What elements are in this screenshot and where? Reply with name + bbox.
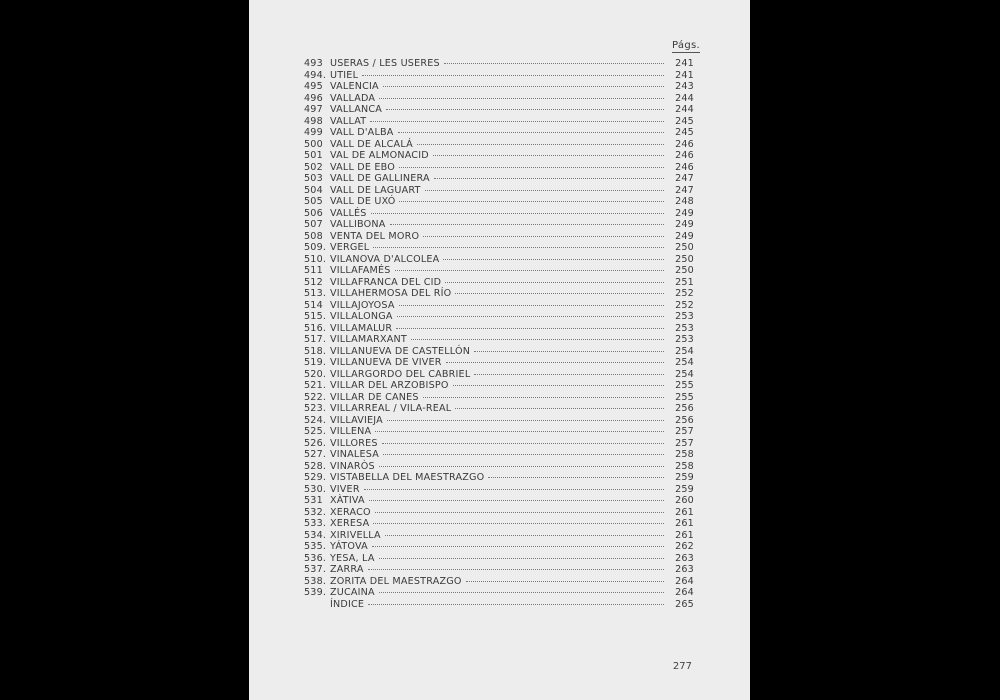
toc-entry: [304, 265, 694, 277]
entry-page: 247: [675, 173, 694, 184]
dot-leader: [390, 224, 664, 225]
entry-title: VILLAFAMÉS: [330, 265, 391, 276]
toc-entry: [304, 311, 694, 323]
entry-number: 536.: [304, 552, 327, 564]
entry-title: VILLAR DEL ARZOBISPO: [330, 380, 449, 391]
entry-page: 264: [675, 587, 694, 598]
entry-title: XERESA: [330, 518, 370, 529]
entry-page: 252: [675, 288, 694, 299]
dot-leader: [368, 569, 664, 570]
entry-number: 538.: [304, 575, 327, 587]
dot-leader: [379, 592, 664, 593]
entry-title: ZORITA DEL MAESTRAZGO: [330, 575, 462, 587]
toc-entry: [304, 426, 694, 438]
dot-leader: [372, 546, 664, 547]
toc-entry: [304, 127, 694, 139]
dot-leader: [364, 489, 664, 490]
entry-page: 263: [675, 552, 694, 564]
dot-leader: [375, 431, 664, 432]
entry-page: 246: [675, 150, 694, 161]
toc-entry: [304, 93, 694, 105]
entry-number: 511: [304, 265, 323, 276]
entry-number: 505: [304, 196, 323, 207]
entry-page: 259: [675, 472, 694, 483]
entry-title: VILLAJOYOSA: [330, 299, 395, 311]
entry-number: 513.: [304, 288, 327, 299]
entry-page: 265: [675, 598, 694, 610]
toc-entry: [304, 518, 694, 530]
entry-title: VILLAFRANCA DEL CID: [330, 276, 442, 288]
toc-entry: [304, 576, 694, 588]
entry-title: ZUCAINA: [330, 587, 375, 598]
entry-page: 256: [675, 414, 694, 426]
dot-leader: [383, 86, 664, 87]
entry-title: YÁTOVA: [330, 541, 368, 552]
entry-title: XÀTIVA: [330, 495, 365, 506]
entry-page: 262: [675, 541, 694, 552]
entry-title: YESA, LA: [330, 552, 375, 564]
entry-page: 249: [675, 219, 694, 230]
entry-title: UTIEL: [330, 69, 359, 81]
entry-title: VALL DE EBO: [330, 161, 395, 173]
entry-page: 246: [675, 138, 694, 150]
entry-page: 259: [675, 483, 694, 495]
toc-entry: [304, 449, 694, 461]
toc-entry: [304, 438, 694, 450]
toc-entry: [304, 185, 694, 197]
entry-number: 526.: [304, 437, 327, 449]
entry-number: 530.: [304, 483, 327, 495]
toc-entry: [304, 70, 694, 82]
entry-title: VILLAVIEJA: [330, 414, 383, 426]
table-of-contents: [304, 58, 694, 610]
dot-leader: [453, 385, 664, 386]
entry-page: 261: [675, 518, 694, 529]
entry-number: 534.: [304, 529, 327, 541]
dot-leader: [379, 98, 664, 99]
dot-leader: [444, 63, 664, 64]
toc-entry: [304, 495, 694, 507]
entry-title: VIVER: [330, 483, 360, 495]
toc-entry: [304, 346, 694, 358]
dot-leader: [488, 477, 664, 478]
dot-leader: [373, 247, 664, 248]
dot-leader: [373, 523, 664, 524]
dot-leader: [370, 121, 664, 122]
toc-entry: [304, 587, 694, 599]
book-page: [249, 0, 750, 700]
entry-page: 243: [675, 81, 694, 92]
entry-number: 495: [304, 81, 323, 92]
entry-number: 506: [304, 207, 323, 219]
entry-title: VILLAHERMOSA DEL RÍO: [330, 288, 452, 299]
toc-entry: [304, 277, 694, 289]
entry-number: 515.: [304, 311, 327, 322]
entry-number: 504: [304, 184, 323, 196]
toc-entry: [304, 472, 694, 484]
entry-number: 532.: [304, 506, 327, 518]
entry-page: 249: [675, 230, 694, 242]
entry-number: 525.: [304, 426, 327, 437]
dot-leader: [368, 604, 664, 605]
entry-title: VALL DE GALLINERA: [330, 173, 430, 184]
entry-title: VILLORES: [330, 437, 378, 449]
toc-entry: [304, 564, 694, 576]
entry-number: 533.: [304, 518, 327, 529]
entry-number: 535.: [304, 541, 327, 552]
toc-entry: [304, 196, 694, 208]
entry-number: 497: [304, 104, 323, 115]
entry-number: 529.: [304, 472, 327, 483]
toc-entry: [304, 484, 694, 496]
dot-leader: [474, 351, 664, 352]
entry-page: 252: [675, 299, 694, 311]
entry-title: VILLALONGA: [330, 311, 393, 322]
entry-number: 514: [304, 299, 323, 311]
entry-page: 244: [675, 92, 694, 104]
entry-page: 247: [675, 184, 694, 196]
pages-column-header: Págs.: [672, 40, 700, 51]
entry-title: XERACO: [330, 506, 371, 518]
toc-entry: [304, 162, 694, 174]
dot-leader: [371, 213, 664, 214]
entry-title: VILLAR DE CANES: [330, 391, 419, 403]
entry-title: VALENCIA: [330, 81, 379, 92]
dot-leader: [455, 293, 664, 294]
toc-entry: [304, 357, 694, 369]
entry-page: 244: [675, 104, 694, 115]
entry-title: VILLAMARXANT: [330, 334, 407, 345]
entry-number: 508: [304, 230, 323, 242]
dot-leader: [474, 374, 664, 375]
entry-number: 493: [304, 58, 323, 69]
entry-title: VALLIBONA: [330, 219, 386, 230]
dot-leader: [445, 282, 664, 283]
toc-entry: [304, 288, 694, 300]
entry-title: VINALESA: [330, 449, 379, 460]
dot-leader: [433, 155, 664, 156]
dot-leader: [385, 535, 664, 536]
entry-number: 528.: [304, 460, 327, 472]
toc-entry: [304, 231, 694, 243]
toc-entry: [304, 150, 694, 162]
entry-number: 499: [304, 127, 323, 138]
toc-entry: [304, 300, 694, 312]
entry-page: 245: [675, 115, 694, 127]
entry-title: VILLAMALUR: [330, 322, 393, 334]
entry-page: 248: [675, 196, 694, 207]
entry-title: VALL D'ALBA: [330, 127, 394, 138]
page-number: 277: [672, 661, 692, 672]
dot-leader: [399, 305, 664, 306]
dot-leader: [443, 259, 664, 260]
entry-number: 517.: [304, 334, 327, 345]
toc-entry: [304, 334, 694, 346]
dot-leader: [398, 132, 664, 133]
toc-entry: [304, 461, 694, 473]
entry-number: 512: [304, 276, 323, 288]
entry-title: VALLÉS: [330, 207, 367, 219]
dot-leader: [455, 408, 664, 409]
entry-page: 241: [675, 58, 694, 69]
entry-page: 258: [675, 460, 694, 472]
entry-number: 501: [304, 150, 323, 161]
entry-title: VILLANUEVA DE CASTELLÓN: [330, 345, 471, 357]
entry-page: 258: [675, 449, 694, 460]
entry-page: 253: [675, 322, 694, 334]
dot-leader: [434, 178, 664, 179]
entry-title: VILLENA: [330, 426, 372, 437]
entry-page: 257: [675, 437, 694, 449]
toc-entry: [304, 81, 694, 93]
entry-page: 264: [675, 575, 694, 587]
entry-number: 507: [304, 219, 323, 230]
entry-title: ÍNDICE: [330, 598, 365, 610]
entry-number: 524.: [304, 414, 327, 426]
entry-title: VERGEL: [330, 242, 370, 253]
entry-page: 257: [675, 426, 694, 437]
entry-number: 522.: [304, 391, 327, 403]
entry-number: 494.: [304, 69, 327, 81]
toc-entry: [304, 369, 694, 381]
entry-title: VALL DE LAGUART: [330, 184, 421, 196]
entry-number: 518.: [304, 345, 327, 357]
dot-leader: [375, 512, 664, 513]
entry-title: VALLAT: [330, 115, 367, 127]
entry-number: 537.: [304, 564, 327, 575]
entry-number: 527.: [304, 449, 327, 460]
toc-entry: [304, 323, 694, 335]
entry-page: 254: [675, 345, 694, 357]
entry-page: 254: [675, 357, 694, 368]
entry-number: 509.: [304, 242, 327, 253]
entry-title: VALLANCA: [330, 104, 383, 115]
entry-page: 261: [675, 506, 694, 518]
entry-page: 250: [675, 253, 694, 265]
dot-leader: [383, 454, 664, 455]
entry-number: 503: [304, 173, 323, 184]
entry-title: VILANOVA D'ALCOLEA: [330, 253, 440, 265]
entry-page: 263: [675, 564, 694, 575]
entry-title: VILLARGORDO DEL CABRIEL: [330, 368, 471, 380]
dot-leader: [382, 443, 664, 444]
entry-number: 531: [304, 495, 323, 506]
entry-page: 241: [675, 69, 694, 81]
dot-leader: [387, 420, 664, 421]
entry-page: 256: [675, 403, 694, 414]
entry-page: 255: [675, 380, 694, 391]
toc-entry: [304, 530, 694, 542]
toc-entry: [304, 380, 694, 392]
dot-leader: [379, 558, 664, 559]
dot-leader: [423, 236, 664, 237]
toc-entry: [304, 208, 694, 220]
entry-title: VINARÒS: [330, 460, 375, 472]
entry-page: 245: [675, 127, 694, 138]
dot-leader: [386, 109, 664, 110]
entry-title: VISTABELLA DEL MAESTRAZGO: [330, 472, 485, 483]
entry-number: 519.: [304, 357, 327, 368]
entry-number: 502: [304, 161, 323, 173]
entry-title: VALLADA: [330, 92, 376, 104]
entry-page: 250: [675, 242, 694, 253]
entry-title: VALL DE UXÓ: [330, 196, 396, 207]
entry-page: 253: [675, 311, 694, 322]
entry-number: 496: [304, 92, 323, 104]
entry-page: 254: [675, 368, 694, 380]
toc-entry: [304, 392, 694, 404]
entry-page: 249: [675, 207, 694, 219]
toc-entry: [304, 173, 694, 185]
entry-page: 246: [675, 161, 694, 173]
entry-page: 251: [675, 276, 694, 288]
entry-number: 520.: [304, 368, 327, 380]
toc-entry: [304, 553, 694, 565]
dot-leader: [425, 190, 664, 191]
dot-leader: [423, 397, 664, 398]
dot-leader: [466, 581, 664, 582]
entry-number: 523.: [304, 403, 327, 414]
toc-entry: [304, 116, 694, 128]
toc-entry: [304, 242, 694, 254]
entry-number: 516.: [304, 322, 327, 334]
entry-number: 498: [304, 115, 323, 127]
dot-leader: [362, 75, 664, 76]
entry-title: VAL DE ALMONACID: [330, 150, 429, 161]
entry-page: 255: [675, 391, 694, 403]
dot-leader: [399, 201, 664, 202]
dot-leader: [417, 144, 664, 145]
toc-entry: [304, 254, 694, 266]
entry-title: VALL DE ALCALÁ: [330, 138, 413, 150]
toc-entry: [304, 599, 694, 611]
entry-title: VENTA DEL MORO: [330, 230, 420, 242]
toc-entry: [304, 104, 694, 116]
toc-entry: [304, 403, 694, 415]
dot-leader: [411, 339, 664, 340]
dot-leader: [379, 466, 664, 467]
toc-entry: [304, 415, 694, 427]
entry-number: 521.: [304, 380, 327, 391]
entry-title: VILLARREAL / VILA-REAL: [330, 403, 452, 414]
toc-entry: [304, 139, 694, 151]
entry-number: 500: [304, 138, 323, 150]
entry-number: 510.: [304, 253, 327, 265]
dot-leader: [397, 316, 664, 317]
entry-page: 250: [675, 265, 694, 276]
entry-page: 253: [675, 334, 694, 345]
entry-title: ZARRA: [330, 564, 364, 575]
entry-title: VILLANUEVA DE VIVER: [330, 357, 442, 368]
toc-entry: [304, 219, 694, 231]
toc-entry: [304, 541, 694, 553]
entry-title: XIRIVELLA: [330, 529, 381, 541]
toc-entry: [304, 58, 694, 70]
toc-entry: [304, 507, 694, 519]
dot-leader: [369, 500, 664, 501]
dot-leader: [399, 167, 664, 168]
dot-leader: [395, 270, 665, 271]
entry-page: 260: [675, 495, 694, 506]
entry-page: 261: [675, 529, 694, 541]
dot-leader: [396, 328, 664, 329]
dot-leader: [446, 362, 664, 363]
entry-title: USERAS / LES USERES: [330, 58, 440, 69]
entry-number: 539.: [304, 587, 327, 598]
